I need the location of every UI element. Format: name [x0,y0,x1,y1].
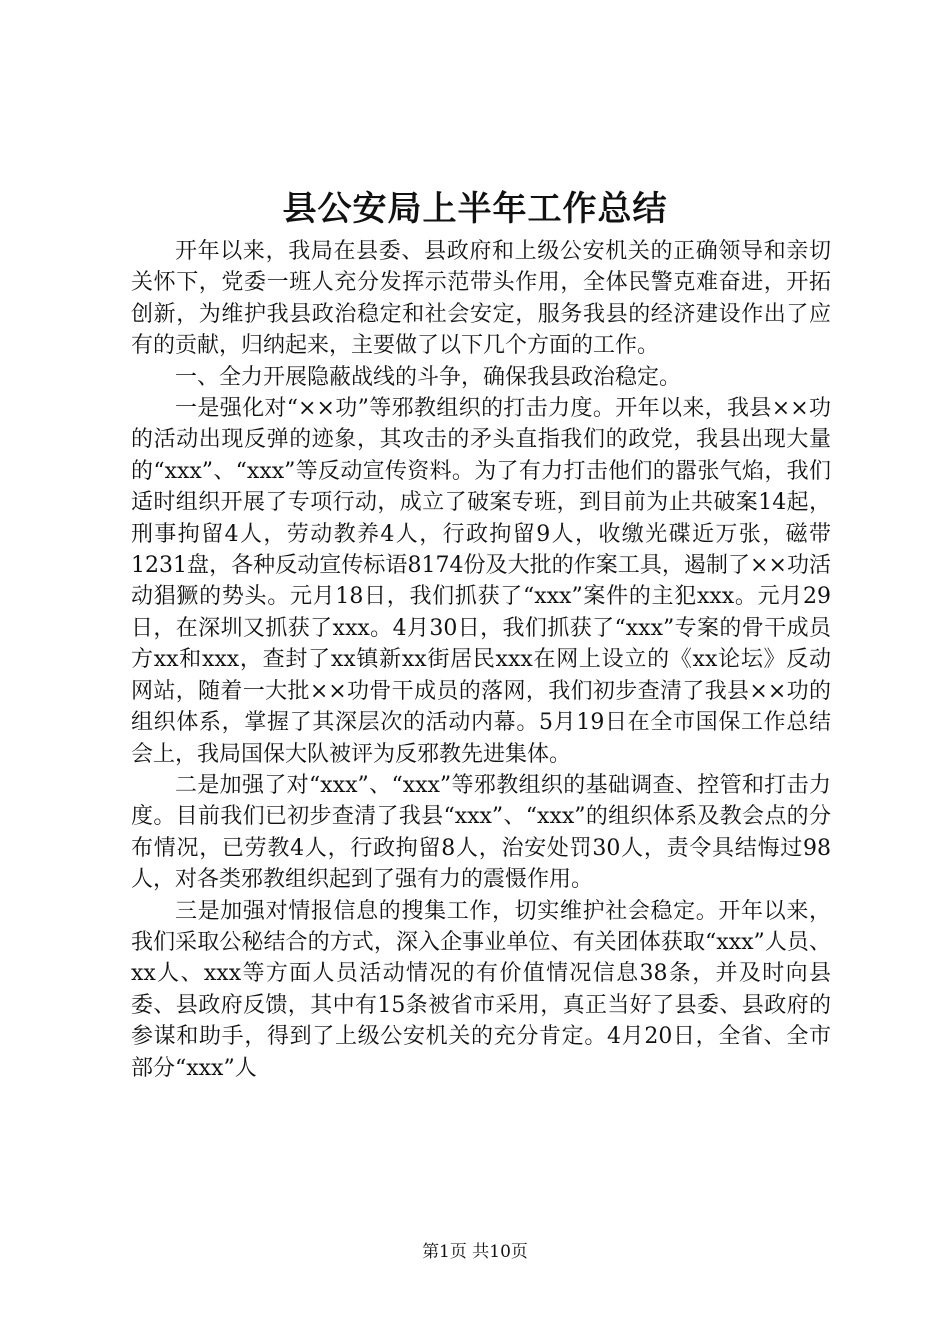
document-title: 县公安局上半年工作总结 [282,189,668,229]
paragraph-item-2: 二是加强了对“xxx”、“xxx”等邪教组织的基础调查、控管和打击力度。目前我们已初步查清了我县“xxx”、“xxx”的组织体系及教会点的分布情况，已劳教4人，行政拘留8人，治安处罚30人，责令具结悔过98人，对各类邪教组织起到了强有力的震慑作用。 [131,772,831,893]
paragraph-item-3: 三是加强对情报信息的搜集工作，切实维护社会稳定。开年以来，我们采取公秘结合的方式，深入企事业单位、有关团体获取“xxx”人员、xx人、xxx等方面人员活动情况的有价值情况信息38条，并及时向县委、县政府反馈，其中有15条被省市采用，真正当好了县委、县政府的参谋和助手，得到了上级公安机关的充分肯定。4月20日，全省、全市部分“xxx”人 [131,898,831,1081]
paragraph-item-1: 一是强化对“××功”等邪教组织的打击力度。开年以来，我县××功的活动出现反弹的迹象，其攻击的矛头直指我们的政党，我县出现大量的“xxx”、“xxx”等反动宣传资料。为了有力打击他们的嚣张气焰，我们适时组织开展了专项行动，成立了破案专班，到目前为止共破案14起，刑事拘留4人，劳动教养4人，行政拘留9人，收缴光碟近万张，磁带1231盘，各种反动宣传标语8174份及大批的作案工具，遏制了××功活动猖獗的势头。元月18日，我们抓获了“xxx”案件的主犯xxx。元月29日，在深圳又抓获了xxx。4月30日，我们抓获了“xxx”专案的骨干成员方xx和xxx，查封了xx镇新xx街居民xxx在网上设立的《xx论坛》反动网站，随着一大批××功骨干成员的落网，我们初步查清了我县××功的组织体系，掌握了其深层次的活动内幕。5月19日在全市国保工作总结会上，我局国保大队被评为反邪教先进集体。 [131,396,831,767]
page-number-footer: 第1页 共10页 [422,1242,528,1262]
section-heading-1: 一、全力开展隐蔽战线的斗争，确保我县政治稳定。 [175,364,682,390]
intro-paragraph: 开年以来，我局在县委、县政府和上级公安机关的正确领导和亲切关怀下，党委一班人充分发挥示范带头作用，全体民警克难奋进，开拓创新，为维护我县政治稳定和社会安定，服务我县的经济建设作出了应有的贡献，归纳起来，主要做了以下几个方面的工作。 [131,239,831,359]
document-body [131,236,831,1084]
